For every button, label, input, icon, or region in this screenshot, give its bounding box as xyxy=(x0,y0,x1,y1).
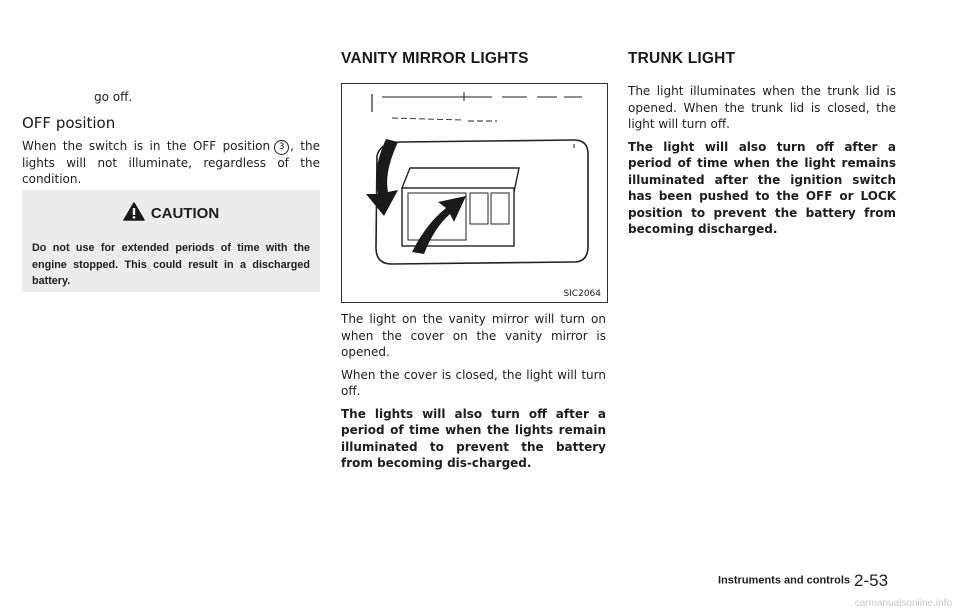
watermark: carmanualsonline.info xyxy=(854,598,952,609)
middle-column xyxy=(341,311,606,472)
continued-text: go off. xyxy=(94,90,133,104)
circled-number-3: 3 xyxy=(274,140,289,155)
off-position-heading: OFF position xyxy=(22,113,116,132)
page-number: 2-53 xyxy=(854,570,889,590)
figure-code: SIC2064 xyxy=(563,289,601,299)
warning-icon xyxy=(123,202,145,221)
vanity-paragraph-1: The light on the vanity mirror will turn on when the cover on the vanity mirror is opened. xyxy=(341,312,606,359)
vanity-mirror-illustration xyxy=(342,84,607,302)
off-position-paragraph: When the switch is in the OFF position 3 , the lights will not illuminate, regardless of the condition. xyxy=(22,138,320,186)
vanity-paragraph-2: When the cover is closed, the light will turn off. xyxy=(341,367,606,398)
vanity-mirror-heading: VANITY MIRROR LIGHTS xyxy=(341,50,529,67)
page-footer xyxy=(718,570,888,591)
section-name: Instruments and controls xyxy=(718,574,851,587)
caution-title: CAUTION xyxy=(150,205,220,222)
caution-box xyxy=(22,190,320,292)
trunk-light-heading: TRUNK LIGHT xyxy=(628,50,736,67)
caution-header xyxy=(22,202,320,222)
trunk-paragraph-2: The light will also turn off after a period of time when the light remains illuminated after the ignition switch has been pushed to the OFF or LOCK position to prevent the battery from becoming discharged. xyxy=(628,139,896,236)
left-column xyxy=(22,89,320,188)
trunk-paragraph-1: The light illuminates when the trunk lid is opened. When the trunk lid is closed, the light will turn off. xyxy=(628,84,896,131)
caution-text: Do not use for extended periods of time with the engine stopped. This could result in a discharged battery. xyxy=(32,242,310,287)
vanity-paragraph-3: The lights will also turn off after a period of time when the lights remain illuminated to prevent the battery from becoming dis-charged. xyxy=(341,406,606,470)
right-column xyxy=(628,83,896,238)
vanity-mirror-figure xyxy=(341,83,608,303)
